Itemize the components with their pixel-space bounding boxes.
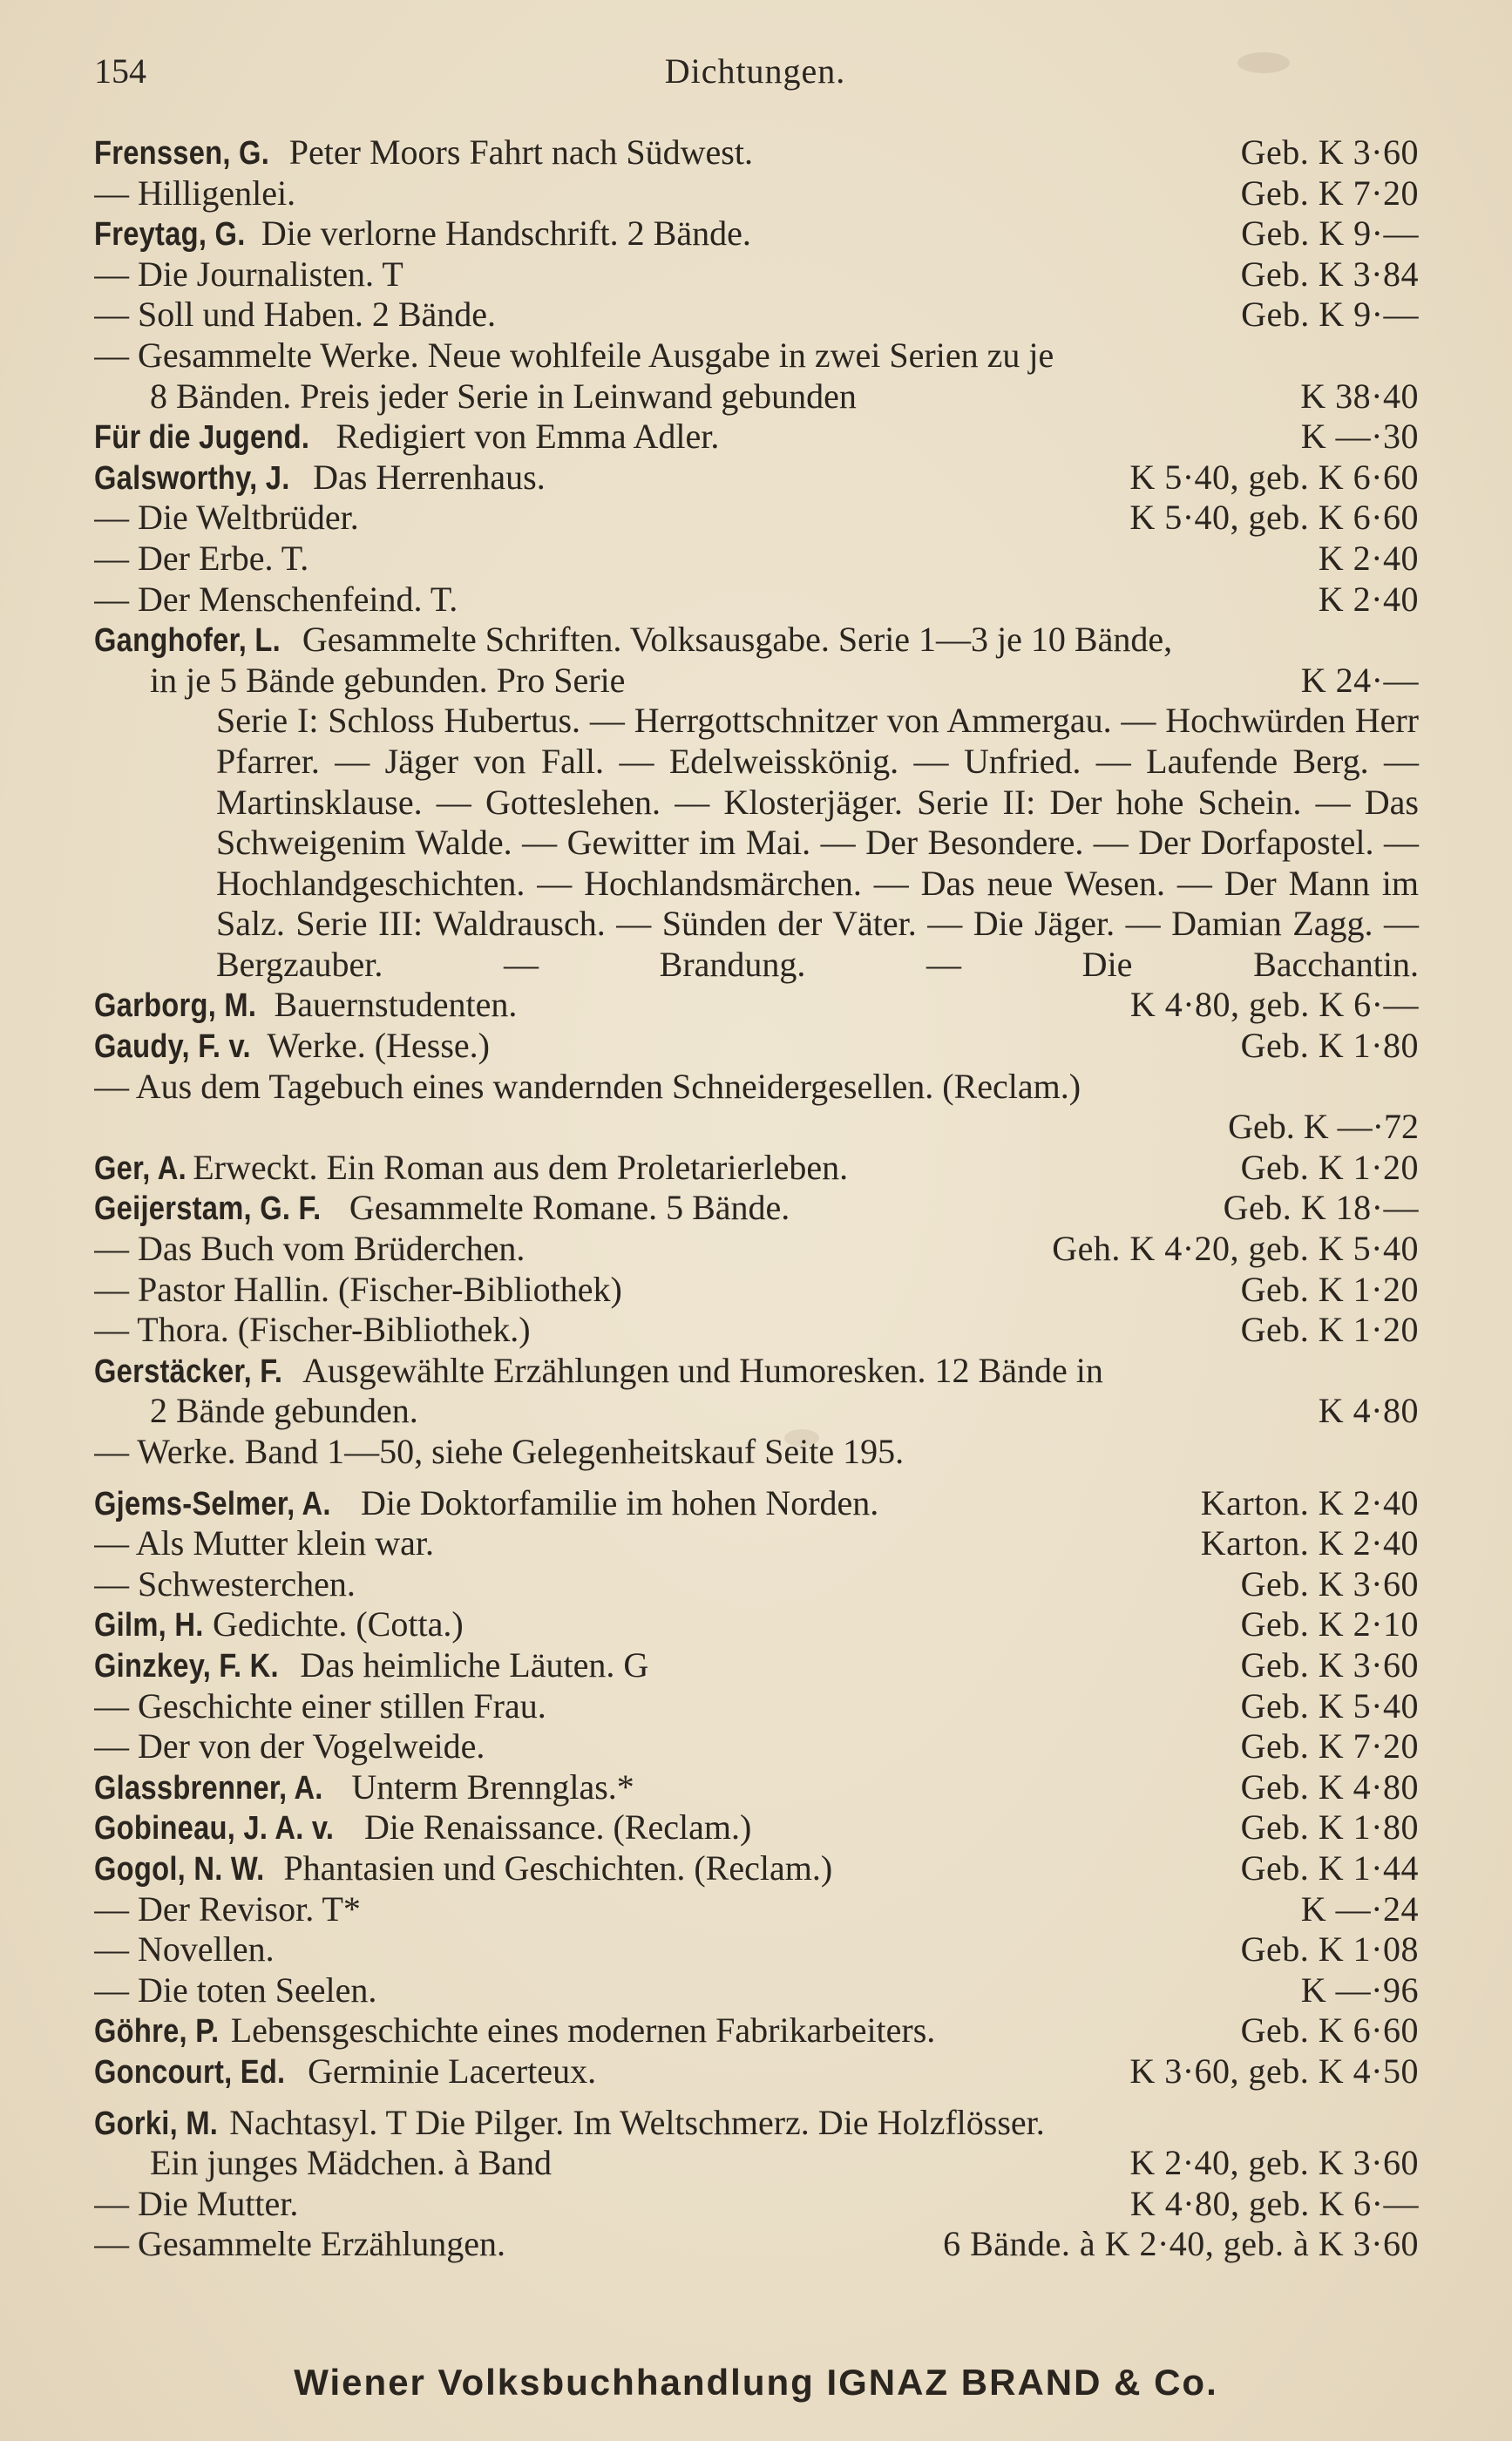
catalog-entry xyxy=(94,1645,1419,1686)
price: Geb. K 6·60 xyxy=(1240,2010,1419,2051)
title-text: — Gesammelte Erzählungen. xyxy=(94,2224,506,2264)
author-name: Göhre, P. xyxy=(94,2013,220,2051)
catalog-entry xyxy=(94,1604,1419,1645)
entry-text xyxy=(94,539,1301,580)
catalog-entry xyxy=(94,1767,1419,1808)
title-text: Redigiert von Emma Adler. xyxy=(336,417,720,457)
title-text: Werke. (Hesse.) xyxy=(267,1026,490,1066)
page-header xyxy=(94,51,1416,103)
catalog-entry xyxy=(94,1564,1419,1605)
ganghofer-series-note: Serie I: Schloss Hubertus. — Herrgottschnitzer von Ammergau. — Hochwürden Herr Pfarrer. — Jäger von Fall. — Edelweisskönig. — Unfried. — Laufende Berg. — Martinsklause. — Gotteslehen. — Klosterjäger. Serie II: Der hohe Schein. — Das Schweigenim Walde. — Gewitter im Mai. — Der Besondere. — Der Dorfapostel. — Hochlandgeschichten. — Hochlandsmärchen. — Das neue Wesen. — Der Mann im Salz. Serie III: Waldrausch. — Sünden der Väter. — Die Jäger. — Damian Zagg. — Bergzauber. — Brandung. — Die Bacchantin. xyxy=(216,701,1419,984)
price: Geb. K 7·20 xyxy=(1240,173,1419,213)
entry-text xyxy=(94,1310,1224,1351)
catalog-entry xyxy=(94,620,1419,661)
entry-text xyxy=(94,1604,1224,1646)
entry-text xyxy=(94,1483,1183,1525)
title-text: — Als Mutter klein war. xyxy=(94,1523,434,1563)
title-text: Ein junges Mädchen. à Band xyxy=(150,2143,552,2183)
author-name: Frenssen, G. xyxy=(94,135,270,172)
catalog-entry xyxy=(94,1229,1419,1270)
title-text: — Der Revisor. T* xyxy=(94,1888,361,1929)
price: K 2·40, geb. K 3·60 xyxy=(1129,2143,1419,2183)
price: K 5·40, geb. K 6·60 xyxy=(1129,498,1419,538)
entry-text xyxy=(94,2103,1419,2145)
title-text: — Die toten Seelen. xyxy=(94,1970,377,2010)
entry-text xyxy=(94,376,1283,417)
entry-text xyxy=(94,295,1224,336)
title-text: Ausgewählte Erzählungen und Humoresken. 12 Bände in xyxy=(302,1350,1103,1390)
price: K 2·40 xyxy=(1318,538,1419,578)
price: Geb. K 18·— xyxy=(1223,1188,1419,1228)
entry-text xyxy=(94,254,1224,295)
catalog-entry xyxy=(94,580,1419,620)
title-text: — Soll und Haben. 2 Bände. xyxy=(94,295,497,335)
author-name: Galsworthy, J. xyxy=(94,459,290,497)
price: K 38·40 xyxy=(1300,376,1419,416)
catalog-entry xyxy=(94,1889,1419,1930)
title-text: Nachtasyl. T Die Pilger. Im Weltschmerz. Die Holzflösser. xyxy=(229,2102,1045,2142)
entry-text xyxy=(94,1970,1284,2011)
spacer xyxy=(94,2092,1419,2103)
price: K 2·40 xyxy=(1318,579,1419,619)
catalog-entry xyxy=(94,214,1419,254)
author-name: Ger, A. xyxy=(94,1149,186,1187)
entry-group xyxy=(94,985,1419,1107)
title-text: — Geschichte einer stillen Frau. xyxy=(94,1685,546,1726)
catalog-entry xyxy=(94,295,1419,336)
entry-text xyxy=(94,2010,1224,2052)
price: Geb. K 1·08 xyxy=(1240,1929,1419,1970)
catalog-entry xyxy=(94,2051,1419,2092)
title-text: 8 Bänden. Preis jeder Serie in Leinwand gebunden xyxy=(150,376,857,416)
title-text: Germinie Lacerteux. xyxy=(308,2051,597,2091)
spacer xyxy=(94,1473,1419,1483)
catalog-entry xyxy=(94,1351,1419,1392)
catalog-entry xyxy=(94,336,1419,376)
entry-text xyxy=(94,1889,1284,1930)
entry-text xyxy=(94,214,1224,255)
price: Geb. K 3·60 xyxy=(1240,1644,1419,1685)
catalog-entry xyxy=(94,132,1419,173)
entry-text xyxy=(94,1270,1224,1311)
catalog-entry xyxy=(94,1432,1419,1473)
author-name: Glassbrenner, A. xyxy=(94,1769,323,1807)
author-name: Gerstäcker, F. xyxy=(94,1353,283,1390)
entry-group xyxy=(94,2103,1419,2265)
page-number: 154 xyxy=(94,51,146,91)
title-text: Bauernstudenten. xyxy=(274,985,518,1025)
title-text: — Werke. Band 1—50, siehe Gelegenheitskauf Seite 195. xyxy=(94,1432,905,1471)
entry-text xyxy=(94,1229,1034,1270)
price: Geb. K 1·20 xyxy=(1240,1269,1419,1309)
price: Geb. K 5·40 xyxy=(1240,1685,1419,1726)
title-text: Die verlorne Handschrift. 2 Bände. xyxy=(261,214,751,254)
entry-text xyxy=(94,2143,1112,2184)
title-text: — Das Buch vom Brüderchen. xyxy=(94,1229,525,1269)
catalog-entry xyxy=(94,985,1419,1026)
title-text: — Gesammelte Werke. Neue wohlfeile Ausgabe in zwei Serien zu je xyxy=(94,335,1054,375)
catalog-entry xyxy=(94,2224,1419,2265)
price: Geb. K 1·80 xyxy=(1240,1807,1419,1848)
catalog-entry xyxy=(94,2143,1419,2184)
entry-text xyxy=(94,1432,1419,1473)
title-text: — Die Journalisten. T xyxy=(94,254,403,294)
catalog-entry xyxy=(94,1807,1419,1848)
price: K —·24 xyxy=(1300,1888,1419,1929)
gaudy-price: Geb. K —·72 xyxy=(1228,1107,1419,1147)
entry-group xyxy=(94,1148,1419,1473)
price: Karton. K 2·40 xyxy=(1200,1523,1419,1563)
price: 6 Bände. à K 2·40, geb. à K 3·60 xyxy=(943,2224,1419,2264)
author-name: Gorki, M. xyxy=(94,2105,219,2142)
price: K 24·— xyxy=(1300,660,1419,700)
catalog-entry xyxy=(94,2184,1419,2225)
entry-text xyxy=(94,1026,1224,1068)
entry-text xyxy=(94,2051,1112,2093)
title-text: 2 Bände gebunden. xyxy=(150,1391,418,1431)
catalog-entry xyxy=(94,661,1419,702)
title-text: — Die Mutter. xyxy=(94,2183,299,2223)
entry-text xyxy=(94,2224,926,2265)
author-name: Gilm, H. xyxy=(94,1607,204,1644)
entry-group xyxy=(94,1483,1419,2092)
catalog-entry xyxy=(94,1483,1419,1524)
catalog-entry xyxy=(94,458,1419,498)
price: Geb. K 7·20 xyxy=(1240,1726,1419,1766)
entry-text xyxy=(94,498,1112,539)
title-text: Gesammelte Schriften. Volksausgabe. Serie 1—3 je 10 Bände, xyxy=(302,620,1173,660)
catalog-entry xyxy=(94,498,1419,539)
price: Geb. K 9·— xyxy=(1241,295,1419,335)
title-text: Das heimliche Läuten. G xyxy=(300,1644,649,1685)
entry-text xyxy=(94,1391,1301,1432)
price: Geb. K 1·20 xyxy=(1240,1147,1419,1187)
price: Geb. K 2·10 xyxy=(1240,1604,1419,1644)
entry-text xyxy=(94,1188,1206,1230)
entry-text xyxy=(94,2184,1113,2225)
catalog-entry xyxy=(94,1026,1419,1067)
title-text: — Pastor Hallin. (Fischer-Bibliothek) xyxy=(94,1269,622,1309)
entry-text xyxy=(94,1767,1224,1809)
catalog-entry xyxy=(94,1148,1419,1189)
title-text: Peter Moors Fahrt nach Südwest. xyxy=(288,132,753,172)
catalog-entry xyxy=(94,254,1419,295)
entry-group xyxy=(94,132,1419,701)
entry-text xyxy=(94,1929,1224,1970)
author-name: Ginzkey, F. K. xyxy=(94,1647,279,1685)
title-text: — Thora. (Fischer-Bibliothek.) xyxy=(94,1310,531,1350)
title-text: — Novellen. xyxy=(94,1929,275,1970)
title-text: Erweckt. Ein Roman aus dem Proletarierleben. xyxy=(193,1147,849,1187)
title-text: — Schwesterchen. xyxy=(94,1563,356,1604)
catalog-entry xyxy=(94,1970,1419,2011)
price: K 5·40, geb. K 6·60 xyxy=(1129,457,1419,497)
catalog-entry xyxy=(94,539,1419,580)
author-name: Für die Jugend. xyxy=(94,419,310,457)
catalog-entry xyxy=(94,1523,1419,1564)
author-name: Goncourt, Ed. xyxy=(94,2053,286,2091)
publisher-footer: Wiener Volksbuchhandlung IGNAZ BRAND & Co. xyxy=(294,2362,1218,2403)
catalog-entry xyxy=(94,1067,1419,1108)
price: Geb. K 1·80 xyxy=(1240,1026,1419,1066)
entry-text xyxy=(94,1807,1224,1849)
price: K 4·80, geb. K 6·— xyxy=(1129,2183,1419,2223)
price: Geb. K 1·20 xyxy=(1240,1310,1419,1350)
entry-text xyxy=(94,661,1284,702)
title-text: — Hilligenlei. xyxy=(94,173,296,213)
entry-text xyxy=(94,336,1419,376)
entry-text xyxy=(94,417,1284,458)
entry-text xyxy=(94,985,1113,1027)
catalog-entry xyxy=(94,376,1419,417)
title-text: Das Herrenhaus. xyxy=(313,457,546,497)
catalog-entry xyxy=(94,2103,1419,2144)
entry-text xyxy=(94,1564,1224,1605)
price: Geb. K 3·84 xyxy=(1240,254,1419,294)
author-name: Gobineau, J. A. v. xyxy=(94,1810,335,1848)
title-text: Die Doktorfamilie im hohen Norden. xyxy=(360,1482,879,1522)
entry-text xyxy=(94,132,1224,174)
author-name: Gjems-Selmer, A. xyxy=(94,1485,331,1522)
price: Geh. K 4·20, geb. K 5·40 xyxy=(1052,1229,1419,1269)
catalog-entry xyxy=(94,1188,1419,1229)
title-text: — Aus dem Tagebuch eines wandernden Schneidergesellen. (Reclam.) xyxy=(94,1066,1081,1106)
price: Geb. K 1·44 xyxy=(1240,1848,1419,1888)
catalog-entry xyxy=(94,1391,1419,1432)
catalog-entry xyxy=(94,1848,1419,1889)
title-text: — Der Erbe. T. xyxy=(94,538,309,578)
price: K 3·60, geb. K 4·50 xyxy=(1129,2051,1419,2091)
price: Geb. K 3·60 xyxy=(1240,132,1419,172)
entry-text xyxy=(94,1351,1419,1393)
entry-text xyxy=(94,620,1419,661)
author-name: Ganghofer, L. xyxy=(94,622,281,660)
catalog-entry xyxy=(94,1310,1419,1351)
catalog-entry xyxy=(94,417,1419,458)
title-text: Phantasien und Geschichten. (Reclam.) xyxy=(283,1848,833,1888)
catalog-entry xyxy=(94,1270,1419,1311)
entry-text xyxy=(94,1726,1224,1767)
catalog-entry xyxy=(94,1726,1419,1767)
title-text: — Der Menschenfeind. T. xyxy=(94,579,458,619)
author-name: Geijerstam, G. F. xyxy=(94,1190,322,1228)
title-text: Die Renaissance. (Reclam.) xyxy=(364,1807,752,1848)
entry-text xyxy=(94,580,1301,620)
title-text: in je 5 Bände gebunden. Pro Serie xyxy=(150,660,626,700)
price: Geb. K 9·— xyxy=(1241,214,1419,254)
title-text: — Der von der Vogelweide. xyxy=(94,1726,485,1766)
catalog-entry xyxy=(94,173,1419,214)
running-title: Dichtungen. xyxy=(664,51,846,91)
entry-text xyxy=(94,1148,1224,1190)
entry-text xyxy=(94,458,1112,499)
price: K 4·80, geb. K 6·— xyxy=(1129,985,1419,1025)
catalog-entry xyxy=(94,1686,1419,1727)
author-name: Garborg, M. xyxy=(94,987,257,1025)
entry-text xyxy=(94,1686,1224,1727)
author-name: Gaudy, F. v. xyxy=(94,1028,251,1066)
catalog-entry xyxy=(94,1929,1419,1970)
price: Geb. K 4·80 xyxy=(1240,1766,1419,1807)
entry-text xyxy=(94,1848,1224,1890)
title-text: Gedichte. (Cotta.) xyxy=(212,1604,464,1644)
entry-text xyxy=(94,173,1224,214)
author-name: Freytag, G. xyxy=(94,216,246,254)
title-text: Gesammelte Romane. 5 Bände. xyxy=(349,1188,790,1228)
catalog-listing xyxy=(94,132,1419,2265)
entry-text xyxy=(94,1645,1224,1687)
title-text: Unterm Brennglas.* xyxy=(351,1766,634,1807)
price: Geb. K 3·60 xyxy=(1240,1563,1419,1604)
title-text: Lebensgeschichte eines modernen Fabrikarbeiters. xyxy=(230,2010,936,2051)
price: K —·30 xyxy=(1300,417,1419,457)
author-name: Gogol, N. W. xyxy=(94,1850,265,1888)
entry-text xyxy=(94,1067,1419,1108)
price: K 4·80 xyxy=(1318,1391,1419,1431)
price: K —·96 xyxy=(1300,1970,1419,2010)
catalog-entry xyxy=(94,2010,1419,2051)
entry-text xyxy=(94,1523,1183,1564)
title-text: — Die Weltbrüder. xyxy=(94,498,359,538)
price: Karton. K 2·40 xyxy=(1200,1482,1419,1522)
